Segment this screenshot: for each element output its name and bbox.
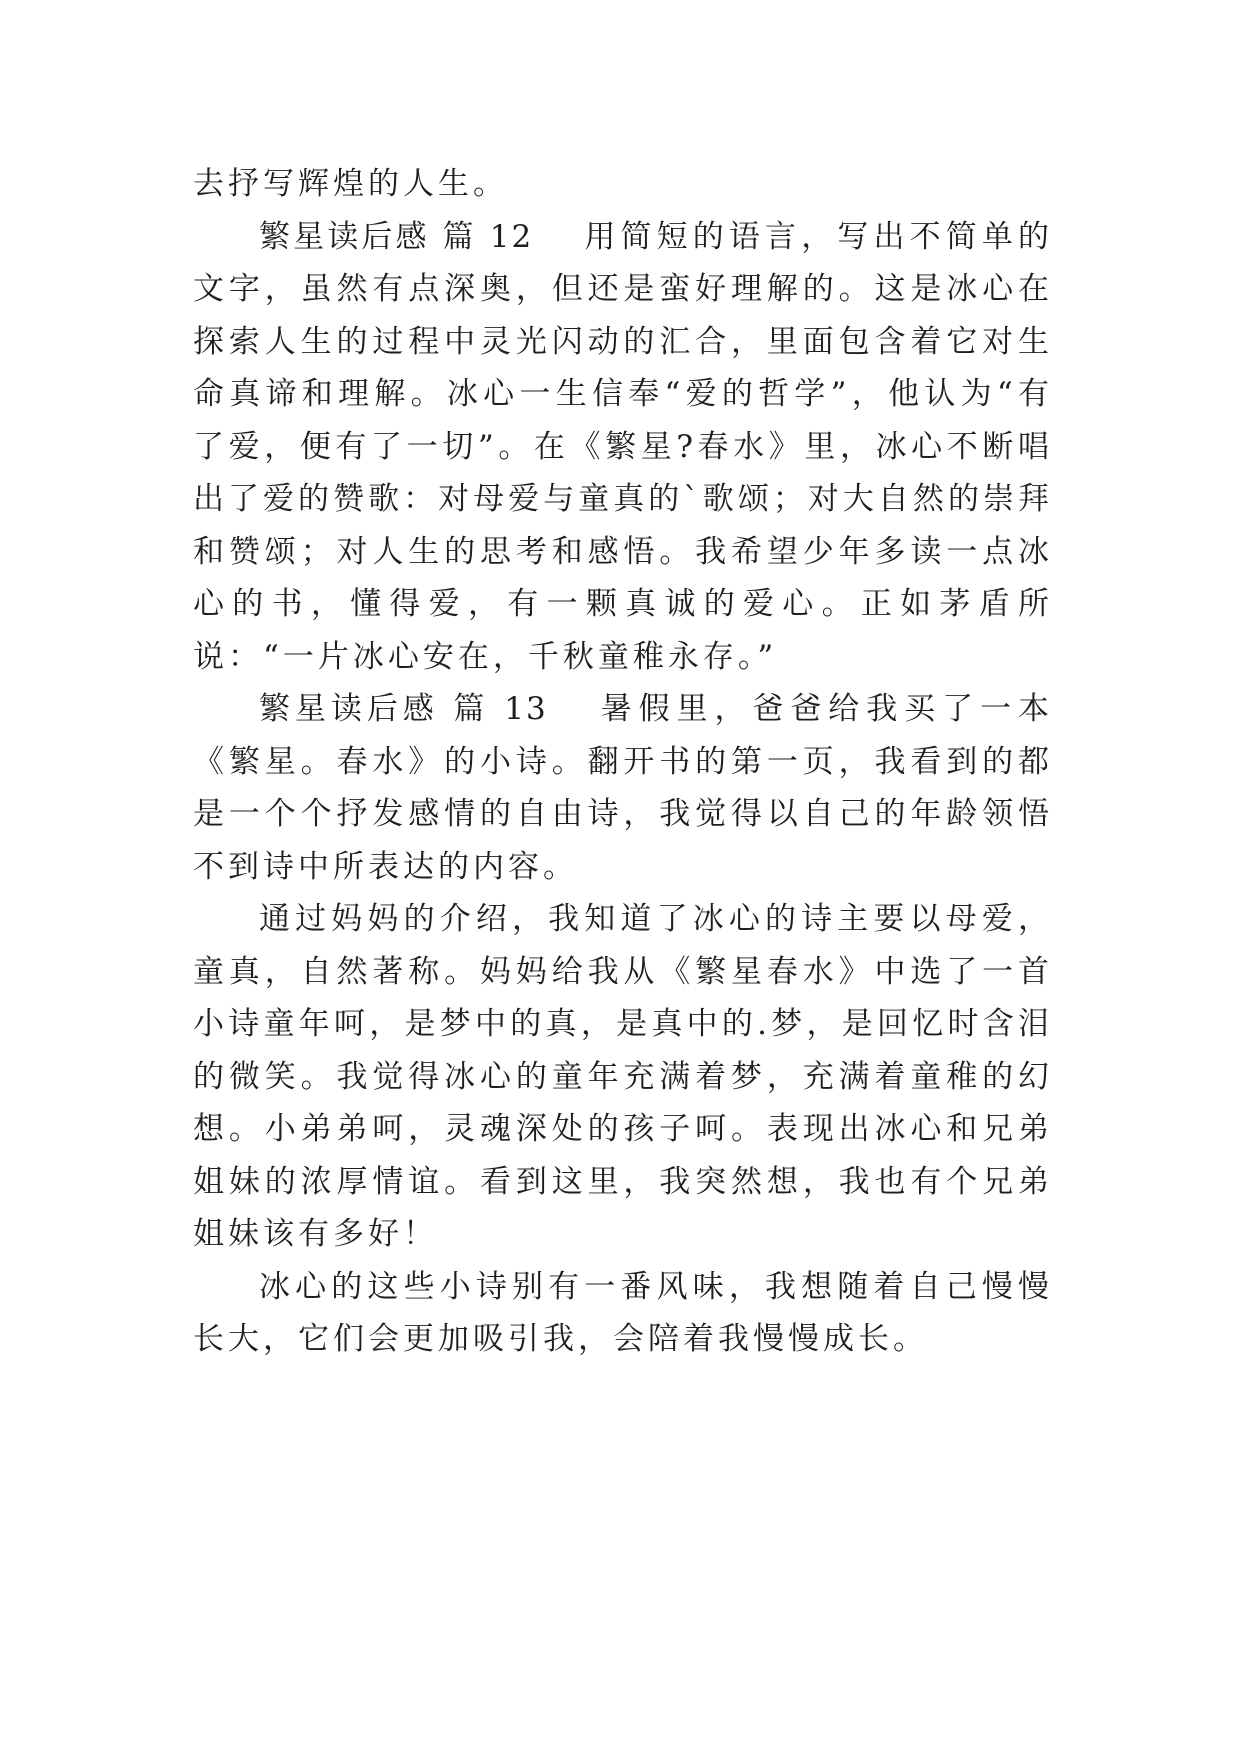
paragraph-3-text: 暑假里，爸爸给我买了一本《繁星。春水》的小诗。翻开书的第一页，我看到的都是一个个抒发感情的自由诗，我觉得以自己的年龄领悟不到诗中所表达的内容。: [193, 691, 1054, 885]
paragraph-2: [193, 211, 1053, 684]
paragraph-4: [193, 893, 1053, 1261]
paragraph-2-text: 用简短的语言，写出不简单的文字，虽然有点深奥，但还是蛮好理解的。这是冰心在探索人生的过程中灵光闪动的汇合，里面包含着它对生命真谛和理解。冰心一生信奉“爱的哲学”，他认为“有了爱，便有了一切”。在《繁星?春水》里，冰心不断唱出了爱的赞歌：对母爱与童真的`歌颂；对大自然的崇拜和赞颂；对人生的思考和感悟。我希望少年多读一点冰心的书，懂得爱，有一颗真诚的爱心。正如茅盾所说：“一片冰心安在，千秋童稚永存。”: [193, 218, 1054, 675]
paragraph-1-text: 去抒写辉煌的人生。: [193, 166, 508, 202]
paragraph-5-text: 冰心的这些小诗别有一番风味，我想随着自己慢慢长大，它们会更加吸引我，会陪着我慢慢成长。: [193, 1268, 1053, 1357]
paragraph-5: [193, 1261, 1053, 1366]
document-body: [193, 158, 1053, 1366]
paragraph-3: [193, 683, 1053, 893]
paragraph-1: [193, 158, 1053, 211]
section-heading-13: 繁星读后感 篇 13: [259, 691, 548, 727]
paragraph-4-text: 通过妈妈的介绍，我知道了冰心的诗主要以母爱，童真，自然著称。妈妈给我从《繁星春水》中选了一首小诗童年呵，是梦中的真，是真中的.梦，是回忆时含泪的微笑。我觉得冰心的童年充满着梦，充满着童稚的幻想。小弟弟呵，灵魂深处的孩子呵。表现出冰心和兄弟姐妹的浓厚情谊。看到这里，我突然想，我也有个兄弟姐妹该有多好！: [193, 901, 1053, 1252]
section-heading-12: 繁星读后感 篇 12: [259, 218, 534, 255]
